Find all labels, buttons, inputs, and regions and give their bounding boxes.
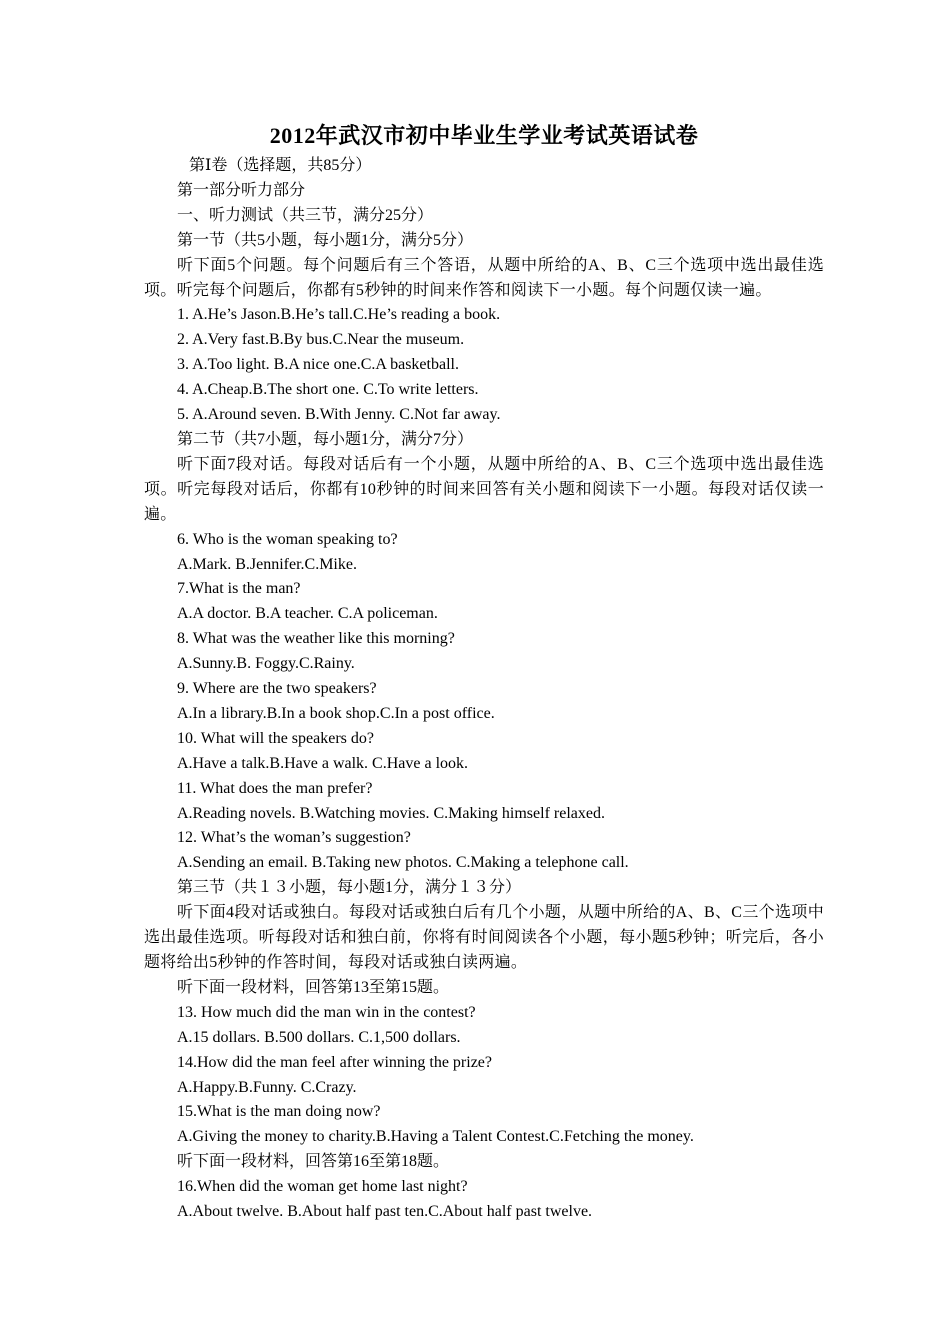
question-line: 9. Where are the two speakers? [177,680,377,698]
answer-options: A.Reading novels. B.Watching movies. C.Making himself relaxed. [177,804,605,822]
page-title: 2012年武汉市初中毕业生学业考试英语试卷 [269,123,699,148]
sec1-instructions: 听下面5个问题。每个问题后有三个答语，从题中所给的A、B、C三个选项中选出最佳选项。听完每个问题后，你都有5秒钟的时间来作答和阅读下一小题。每个问题仅读一遍。 [144,256,824,299]
volume-heading: 第Ⅰ卷（选择题，共85分） [189,157,372,174]
question-line: 13. How much did the man win in the contest? [177,1003,476,1021]
part-heading: 第一部分听力部分 [177,181,306,199]
exam-page [144,118,824,1225]
question-line: 4. A.Cheap.B.The short one. C.To write letters. [177,381,479,399]
question-line: 5. A.Around seven. B.With Jenny. C.Not far away. [177,406,501,424]
sec2-heading: 第二节（共7小题，每小题1分，满分7分） [177,430,474,448]
answer-options: A.Sending an email. B.Taking new photos. C.Making a telephone call. [177,854,629,872]
section-heading: 一、听力测试（共三节，满分25分） [177,206,434,224]
answer-options: A.About twelve. B.About half past ten.C.About half past twelve. [177,1203,593,1221]
answer-options: A.Giving the money to charity.B.Having a Talent Contest.C.Fetching the money. [177,1128,694,1146]
sec3-instructions: 听下面4段对话或独白。每段对话或独白后有几个小题，从题中所给的A、B、C三个选项中选出最佳选项。听每段对话和独白前，你将有时间阅读各个小题，每小题5秒钟；听完后，各小题将给出5秒钟的作答时间，每段对话或独白读两遍。 [144,904,824,971]
question-line: 2. A.Very fast.B.By bus.C.Near the museum. [177,331,465,349]
question-line: 7.What is the man? [177,580,301,598]
question-line: 16.When did the woman get home last night? [177,1178,468,1196]
question-line: 8. What was the weather like this morning? [177,630,455,648]
answer-options: A.A doctor. B.A teacher. C.A policeman. [177,605,438,623]
answer-options: A.Have a talk.B.Have a walk. C.Have a look. [177,754,469,772]
answer-options: A.15 dollars. B.500 dollars. C.1,500 dollars. [177,1028,461,1046]
question-line: 10. What will the speakers do? [177,729,374,747]
question-line: 12. What’s the woman’s suggestion? [177,829,411,847]
listening-material-note: 听下面一段材料，回答第16至第18题。 [177,1153,450,1171]
sec1-heading: 第一节（共5小题，每小题1分，满分5分） [177,231,474,249]
sec2-instructions: 听下面7段对话。每段对话后有一个小题，从题中所给的A、B、C三个选项中选出最佳选项。听完每段对话后，你都有10秒钟的时间来回答有关小题和阅读下一小题。每段对话仅读一遍。 [144,455,824,523]
answer-options: A.Sunny.B. Foggy.C.Rainy. [177,655,355,673]
answer-options: A.In a library.B.In a book shop.C.In a post office. [177,704,495,722]
question-line: 3. A.Too light. B.A nice one.C.A basketball. [177,356,459,374]
answer-options: A.Mark. B.Jennifer.C.Mike. [177,555,357,573]
question-line: 15.What is the man doing now? [177,1103,381,1121]
question-line: 11. What does the man prefer? [177,779,373,797]
listening-material-note: 听下面一段材料，回答第13至第15题。 [177,978,450,996]
sec3-heading: 第三节（共１３小题，每小题1分，满分１３分） [177,879,522,897]
question-line: 1. A.He’s Jason.B.He’s tall.C.He’s reading a book. [177,306,501,324]
question-line: 14.How did the man feel after winning the prize? [177,1053,492,1071]
answer-options: A.Happy.B.Funny. C.Crazy. [177,1078,357,1096]
question-line: 6. Who is the woman speaking to? [177,530,398,548]
